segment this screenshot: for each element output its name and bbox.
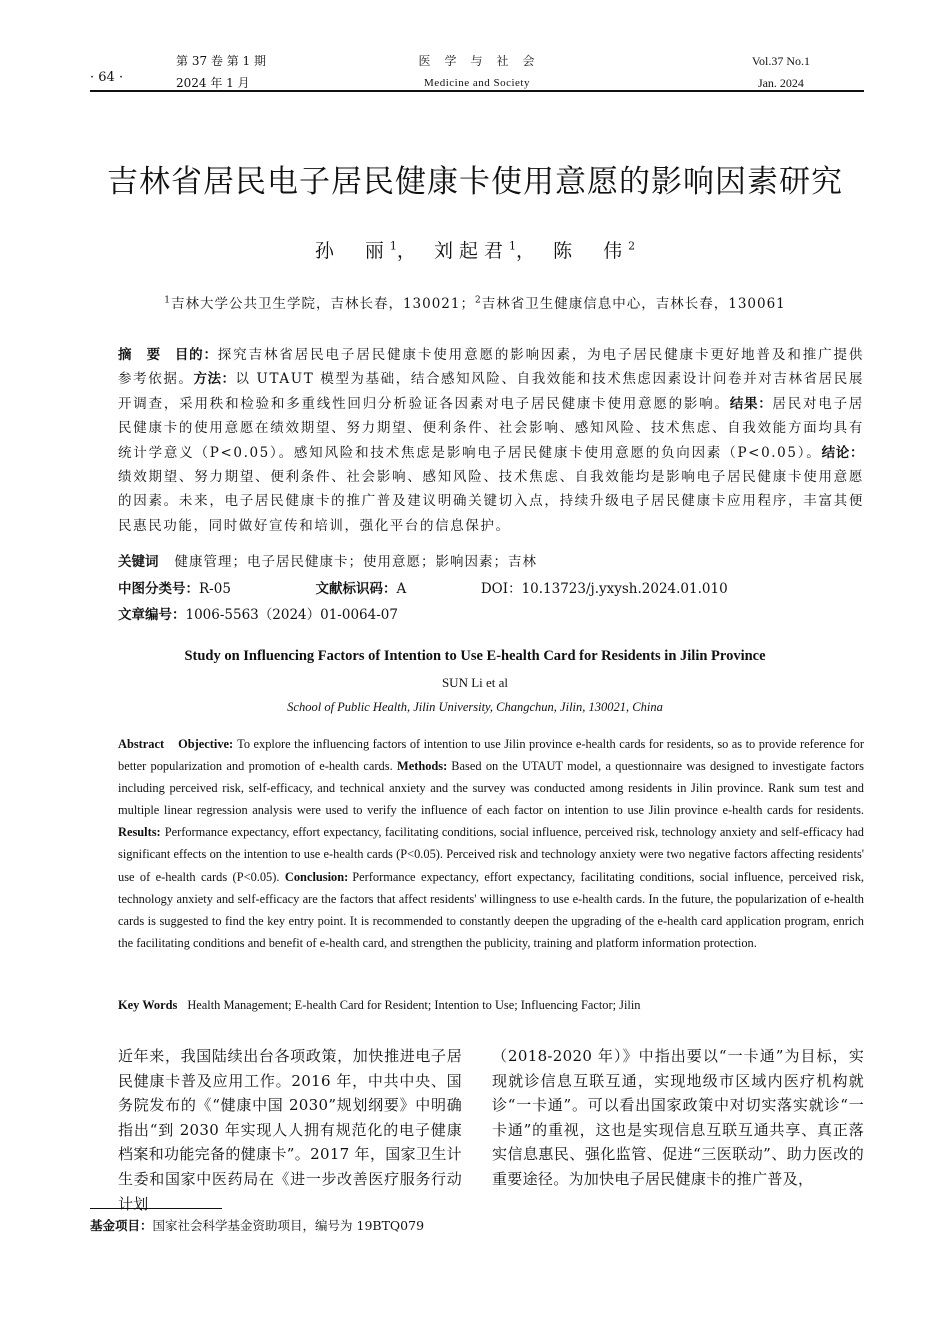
author-affiliation-marker: 1 xyxy=(389,239,397,253)
methods-label: 方法： xyxy=(193,371,236,388)
footnote-funding xyxy=(90,1216,424,1234)
keywords-label: 关键词 xyxy=(118,554,159,570)
abstract-label: 摘 要 xyxy=(118,347,161,363)
results-en-text: Performance expectancy, effort expectancy, facilitating conditions, social influence, perceived risk, technology anxiety and self-efficacy had significant effects on the intention to use e-health cards (P<0.05). Perceived risk and technology anxiety were two negative factors affecting residents' use of e-health cards (P<0.05). xyxy=(118,825,864,884)
affiliation-en: School of Public Health, Jilin University, Changchun, Jilin, 130021, China xyxy=(287,700,663,714)
conclusion-en-label: Conclusion: xyxy=(284,869,349,884)
keywords-en xyxy=(118,998,641,1013)
clc-label: 中图分类号： xyxy=(118,581,199,597)
journal-name-cn: 医 学 与 社 会 xyxy=(418,54,536,68)
author-affiliation-marker: 2 xyxy=(628,239,636,253)
abstract-en-body xyxy=(90,733,864,954)
author-name: 陈 伟 xyxy=(553,240,629,262)
author-separator: ， xyxy=(516,240,542,262)
abstract-cn-body xyxy=(90,343,864,538)
author-name: 刘起君 xyxy=(433,240,509,262)
journal-name-en: Medicine and Society xyxy=(424,77,530,89)
doc-code: A xyxy=(396,581,407,597)
article-number-line xyxy=(118,603,398,623)
keywords-cn xyxy=(118,550,537,570)
doi: DOI：10.13723/j.yxysh.2024.01.010 xyxy=(480,581,728,597)
funding-label: 基金项目： xyxy=(90,1218,153,1233)
abstract-cn xyxy=(90,343,864,538)
body-paragraph: 近年来，我国陆续出台各项政策，加快推进电子居民健康卡普及应用工作。2016 年，中共中央、国务院发布的《“健康中国 2030”规划纲要》中明确指出“到 2030 年实现人人拥有规范化的电子健康档案和功能完备的健康卡”。2017 年，国家卫生计生委和国家中医药局在《进一步改善医疗服务行动计划 xyxy=(118,1047,462,1213)
date-cn: 2024 年 1 月 xyxy=(176,76,250,90)
doc-code-label: 文献标识码： xyxy=(315,581,397,597)
footnote-rule xyxy=(90,1208,222,1209)
abstract-en-label: Abstract xyxy=(118,737,165,751)
methods-en-label: Methods: xyxy=(397,759,448,774)
classification-line xyxy=(118,577,728,597)
objective-label: 目的： xyxy=(174,347,218,363)
affiliation-1: 吉林大学公共卫生学院，吉林长春，130021； xyxy=(170,296,475,312)
author-list xyxy=(60,236,890,263)
results-en-label: Results: xyxy=(118,825,161,840)
results-text: 居民对电子居民健康卡的使用意愿在绩效期望、努力期望、便利条件、社会影响、感知风险、技术焦虑、自我效能方面均具有统计学意义（P<0.05）。感知风险和技术焦虑是影响电子居民健康卡使用意愿的负向因素（P<0.05）。 xyxy=(118,395,865,461)
keywords-en-label: Key Words xyxy=(118,998,178,1012)
article-number-label: 文章编号： xyxy=(118,607,186,623)
author-affiliation-marker: 1 xyxy=(509,239,516,253)
body-column-left xyxy=(90,1044,462,1216)
results-label: 结果： xyxy=(729,395,773,412)
author-name: 孙 丽 xyxy=(314,240,390,262)
article-title-cn: 吉林省居民电子居民健康卡使用意愿的影响因素研究 xyxy=(107,164,843,200)
page-number: · 64 · xyxy=(90,70,124,85)
body-paragraph: （2018-2020 年）》中指出要以“一卡通”为目标，实现就诊信息互联互通，实现地级市区域内医疗机构就诊“一卡通”。可以看出国家政策中对切实落实就诊“一卡通”的重视，这也是实现信息互联互通共享、真正落实信息惠民、强化监管、促进“三医联动”、助力医改的重要途径。为加快电子居民健康卡的推广普及， xyxy=(492,1047,864,1188)
volume-info-en xyxy=(752,50,810,94)
objective-en-text: To explore the influencing factors of intention to use Jilin province e-health cards for residents, so as to provide reference for better popularization and promotion of e-health cards. xyxy=(118,737,864,774)
conclusion-en-text: Performance expectancy, effort expectancy, facilitating conditions, social influence, perceived risk, technology anxiety and self-efficacy are the factors that affect residents' willingness to use e-health cards. In the future, the popularization of e-health cards is suggested to find the key entry point. It is recommended to constantly deepen the upgrading of the e-health card application program, enrich the facilitating conditions and benefit of e-health card, and strengthen the publicity, training and platform information protection. xyxy=(118,869,864,950)
conclusion-label: 结论： xyxy=(821,444,865,461)
date-en: Jan. 2024 xyxy=(757,76,804,90)
author-separator: ， xyxy=(396,240,422,262)
affiliation-2: 吉林省卫生健康信息中心，吉林长春，130061 xyxy=(481,296,786,312)
methods-text: 以 UTAUT 模型为基础，结合感知风险、自我效能和技术焦虑因素设计问卷并对吉林省居民展开调查，采用秩和检验和多重线性回归分析验证各因素对电子居民健康卡使用意愿的影响。 xyxy=(118,371,864,412)
objective-en-label: Objective: xyxy=(178,737,234,751)
keywords-text: 健康管理；电子居民健康卡；使用意愿；影响因素；吉林 xyxy=(174,554,537,570)
affiliation-marker: 2 xyxy=(475,295,482,306)
funding-text: 国家社会科学基金资助项目，编号为 19BTQ079 xyxy=(152,1218,425,1233)
affiliation-marker: 1 xyxy=(164,295,171,306)
volume-info-cn xyxy=(176,50,266,94)
volume-cn: 第 37 卷 第 1 期 xyxy=(176,54,266,68)
volume-en: Vol.37 No.1 xyxy=(751,54,810,68)
methods-en-text: Based on the UTAUT model, a questionnaire was designed to investigate factors including perceived risk, self-efficacy, and technical anxiety and the survey was conducted among residents in Jilin province. Rank sum test and multiple linear regression analysis were used to verify the influence of each factor on intention to use Jilin province e-health cards for residents. xyxy=(118,759,864,818)
body-column-right xyxy=(492,1044,864,1192)
clc-code: R-05 xyxy=(199,581,231,597)
affiliations-cn xyxy=(60,292,890,312)
article-title-en: Study on Influencing Factors of Intention to Use E-health Card for Residents in Jilin Province xyxy=(184,648,766,664)
journal-name xyxy=(390,50,564,94)
author-en: SUN Li et al xyxy=(441,675,509,690)
header-rule xyxy=(90,90,864,92)
objective-text: 探究吉林省居民电子居民健康卡使用意愿的影响因素，为电子居民健康卡更好地普及和推广提供参考依据。 xyxy=(118,347,865,388)
conclusion-text: 绩效期望、努力期望、便利条件、社会影响、感知风险、技术焦虑、自我效能均是影响电子居民健康卡使用意愿的因素。未来，电子居民健康卡的推广普及建议明确关键切入点，持续升级电子居民健康卡应用程序，丰富其便民惠民功能，同时做好宣传和培训，强化平台的信息保护。 xyxy=(118,469,864,534)
keywords-en-text: Health Management; E-health Card for Resident; Intention to Use; Influencing Factor; Jilin xyxy=(187,998,641,1012)
running-header xyxy=(90,38,864,90)
article-number: 1006-5563（2024）01-0064-07 xyxy=(185,607,398,623)
abstract-en xyxy=(90,733,864,954)
